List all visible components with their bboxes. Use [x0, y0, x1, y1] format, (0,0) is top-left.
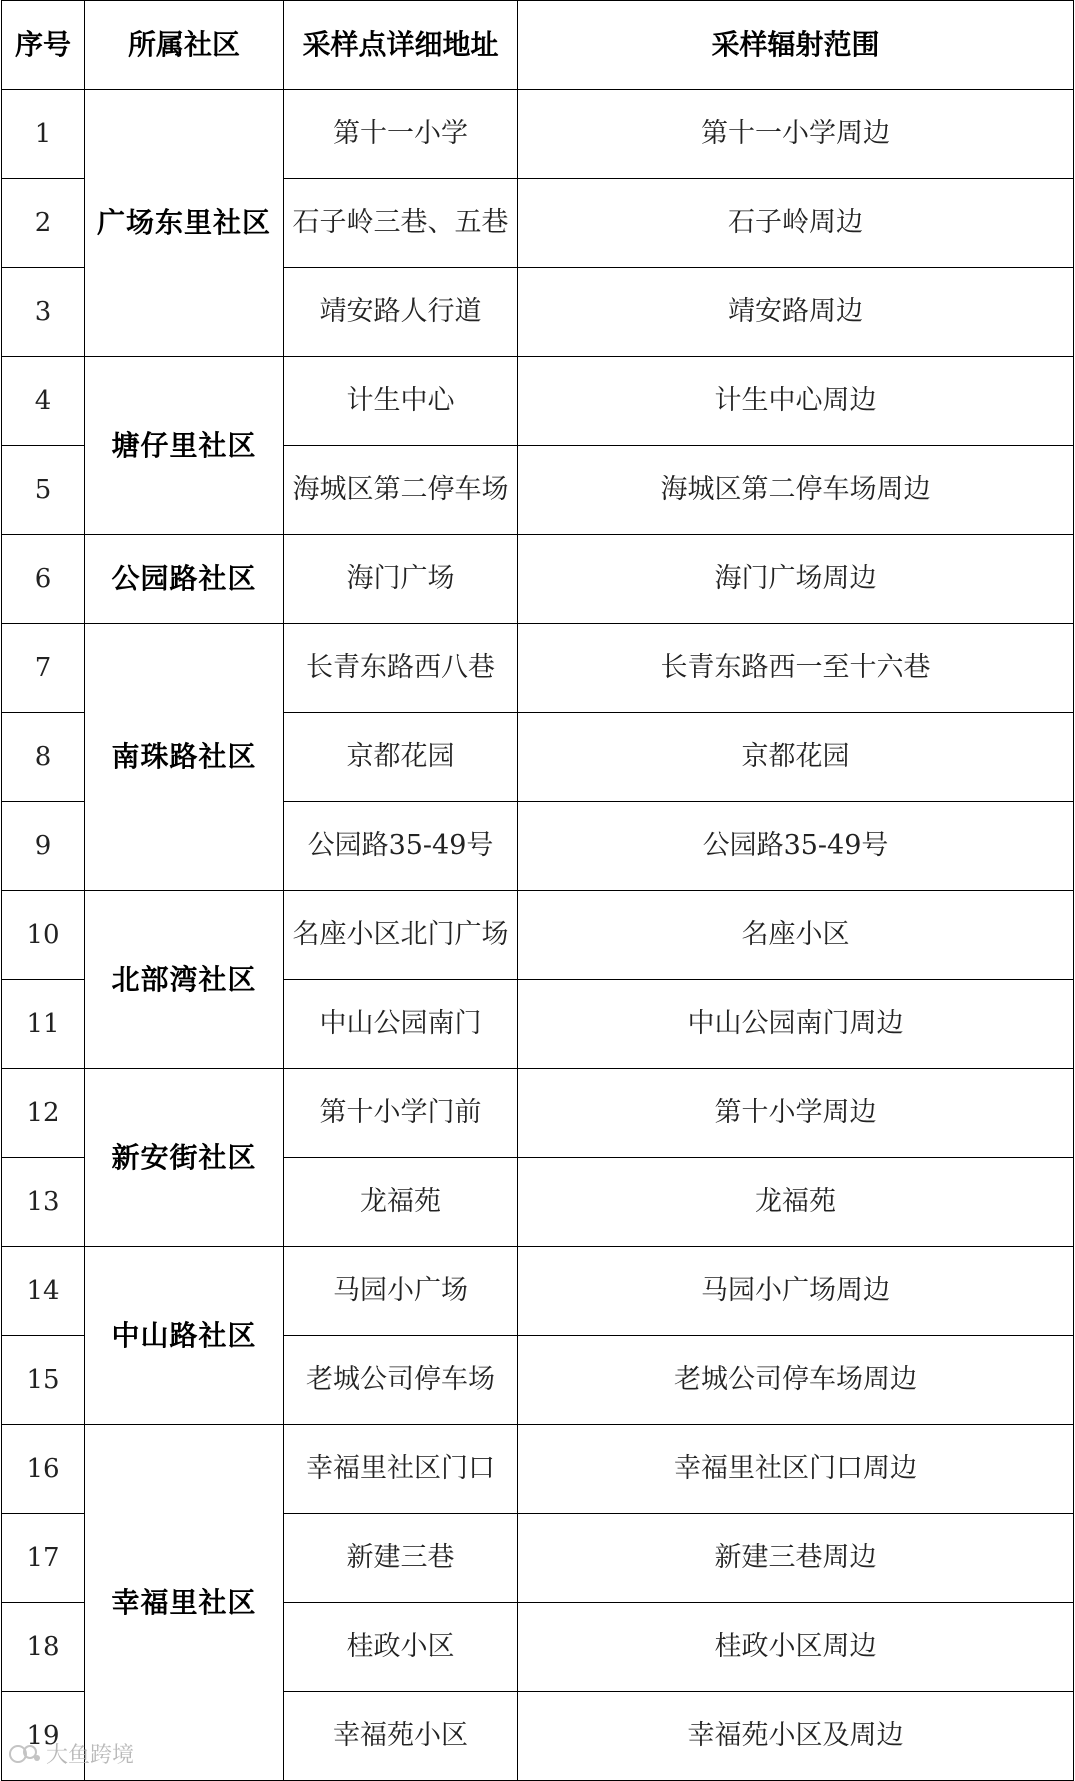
table-row	[2, 1425, 1074, 1514]
row-index: 9	[2, 802, 85, 891]
row-index: 12	[2, 1069, 85, 1158]
header-range: 采样辐射范围	[518, 1, 1074, 90]
address-cell: 计生中心	[284, 357, 518, 446]
range-cell: 马园小广场周边	[518, 1247, 1074, 1336]
address-cell: 桂政小区	[284, 1603, 518, 1692]
address-cell: 龙福苑	[284, 1158, 518, 1247]
row-index: 2	[2, 179, 85, 268]
range-cell: 计生中心周边	[518, 357, 1074, 446]
watermark-text: 大鱼跨境	[46, 1743, 135, 1768]
row-index: 7	[2, 624, 85, 713]
table-header-row	[2, 1, 1074, 90]
header-address: 采样点详细地址	[284, 1, 518, 90]
address-cell: 靖安路人行道	[284, 268, 518, 357]
table-row	[2, 357, 1074, 446]
row-index: 1	[2, 90, 85, 179]
address-cell: 幸福苑小区	[284, 1692, 518, 1781]
community-cell: 公园路社区	[85, 535, 284, 624]
row-index: 15	[2, 1336, 85, 1425]
range-cell: 靖安路周边	[518, 268, 1074, 357]
header-community: 所属社区	[85, 1, 284, 90]
range-cell: 长青东路西一至十六巷	[518, 624, 1074, 713]
table-row	[2, 891, 1074, 980]
row-index: 17	[2, 1514, 85, 1603]
row-index: 10	[2, 891, 85, 980]
address-cell: 海城区第二停车场	[284, 446, 518, 535]
range-cell: 海城区第二停车场周边	[518, 446, 1074, 535]
address-cell: 京都花园	[284, 713, 518, 802]
header-index: 序号	[2, 1, 85, 90]
table-row	[2, 1247, 1074, 1336]
watermark	[8, 1738, 134, 1769]
row-index: 16	[2, 1425, 85, 1514]
table-body	[2, 90, 1074, 1781]
table-row	[2, 624, 1074, 713]
row-index: 11	[2, 980, 85, 1069]
range-cell: 公园路35-49号	[518, 802, 1074, 891]
community-cell: 幸福里社区	[85, 1425, 284, 1781]
community-cell: 中山路社区	[85, 1247, 284, 1425]
community-cell: 广场东里社区	[85, 90, 284, 357]
address-cell: 公园路35-49号	[284, 802, 518, 891]
address-cell: 老城公司停车场	[284, 1336, 518, 1425]
address-cell: 第十一小学	[284, 90, 518, 179]
range-cell: 石子岭周边	[518, 179, 1074, 268]
range-cell: 龙福苑	[518, 1158, 1074, 1247]
address-cell: 幸福里社区门口	[284, 1425, 518, 1514]
community-cell: 新安街社区	[85, 1069, 284, 1247]
range-cell: 新建三巷周边	[518, 1514, 1074, 1603]
community-cell: 塘仔里社区	[85, 357, 284, 535]
community-cell: 南珠路社区	[85, 624, 284, 891]
row-index: 3	[2, 268, 85, 357]
address-cell: 马园小广场	[284, 1247, 518, 1336]
address-cell: 名座小区北门广场	[284, 891, 518, 980]
address-cell: 中山公园南门	[284, 980, 518, 1069]
address-cell: 第十小学门前	[284, 1069, 518, 1158]
range-cell: 幸福苑小区及周边	[518, 1692, 1074, 1781]
range-cell: 老城公司停车场周边	[518, 1336, 1074, 1425]
table-row	[2, 90, 1074, 179]
range-cell: 第十一小学周边	[518, 90, 1074, 179]
row-index: 14	[2, 1247, 85, 1336]
range-cell: 京都花园	[518, 713, 1074, 802]
range-cell: 海门广场周边	[518, 535, 1074, 624]
table-row	[2, 1069, 1074, 1158]
address-cell: 长青东路西八巷	[284, 624, 518, 713]
range-cell: 幸福里社区门口周边	[518, 1425, 1074, 1514]
address-cell: 海门广场	[284, 535, 518, 624]
row-index: 6	[2, 535, 85, 624]
row-index: 5	[2, 446, 85, 535]
row-index: 13	[2, 1158, 85, 1247]
range-cell: 中山公园南门周边	[518, 980, 1074, 1069]
watermark-logo-icon	[8, 1741, 42, 1767]
row-index: 19	[2, 1692, 85, 1781]
address-cell: 新建三巷	[284, 1514, 518, 1603]
range-cell: 桂政小区周边	[518, 1603, 1074, 1692]
row-index: 18	[2, 1603, 85, 1692]
table-row	[2, 535, 1074, 624]
range-cell: 名座小区	[518, 891, 1074, 980]
sampling-sites-table	[1, 0, 1074, 1781]
range-cell: 第十小学周边	[518, 1069, 1074, 1158]
row-index: 8	[2, 713, 85, 802]
row-index: 4	[2, 357, 85, 446]
community-cell: 北部湾社区	[85, 891, 284, 1069]
address-cell: 石子岭三巷、五巷	[284, 179, 518, 268]
